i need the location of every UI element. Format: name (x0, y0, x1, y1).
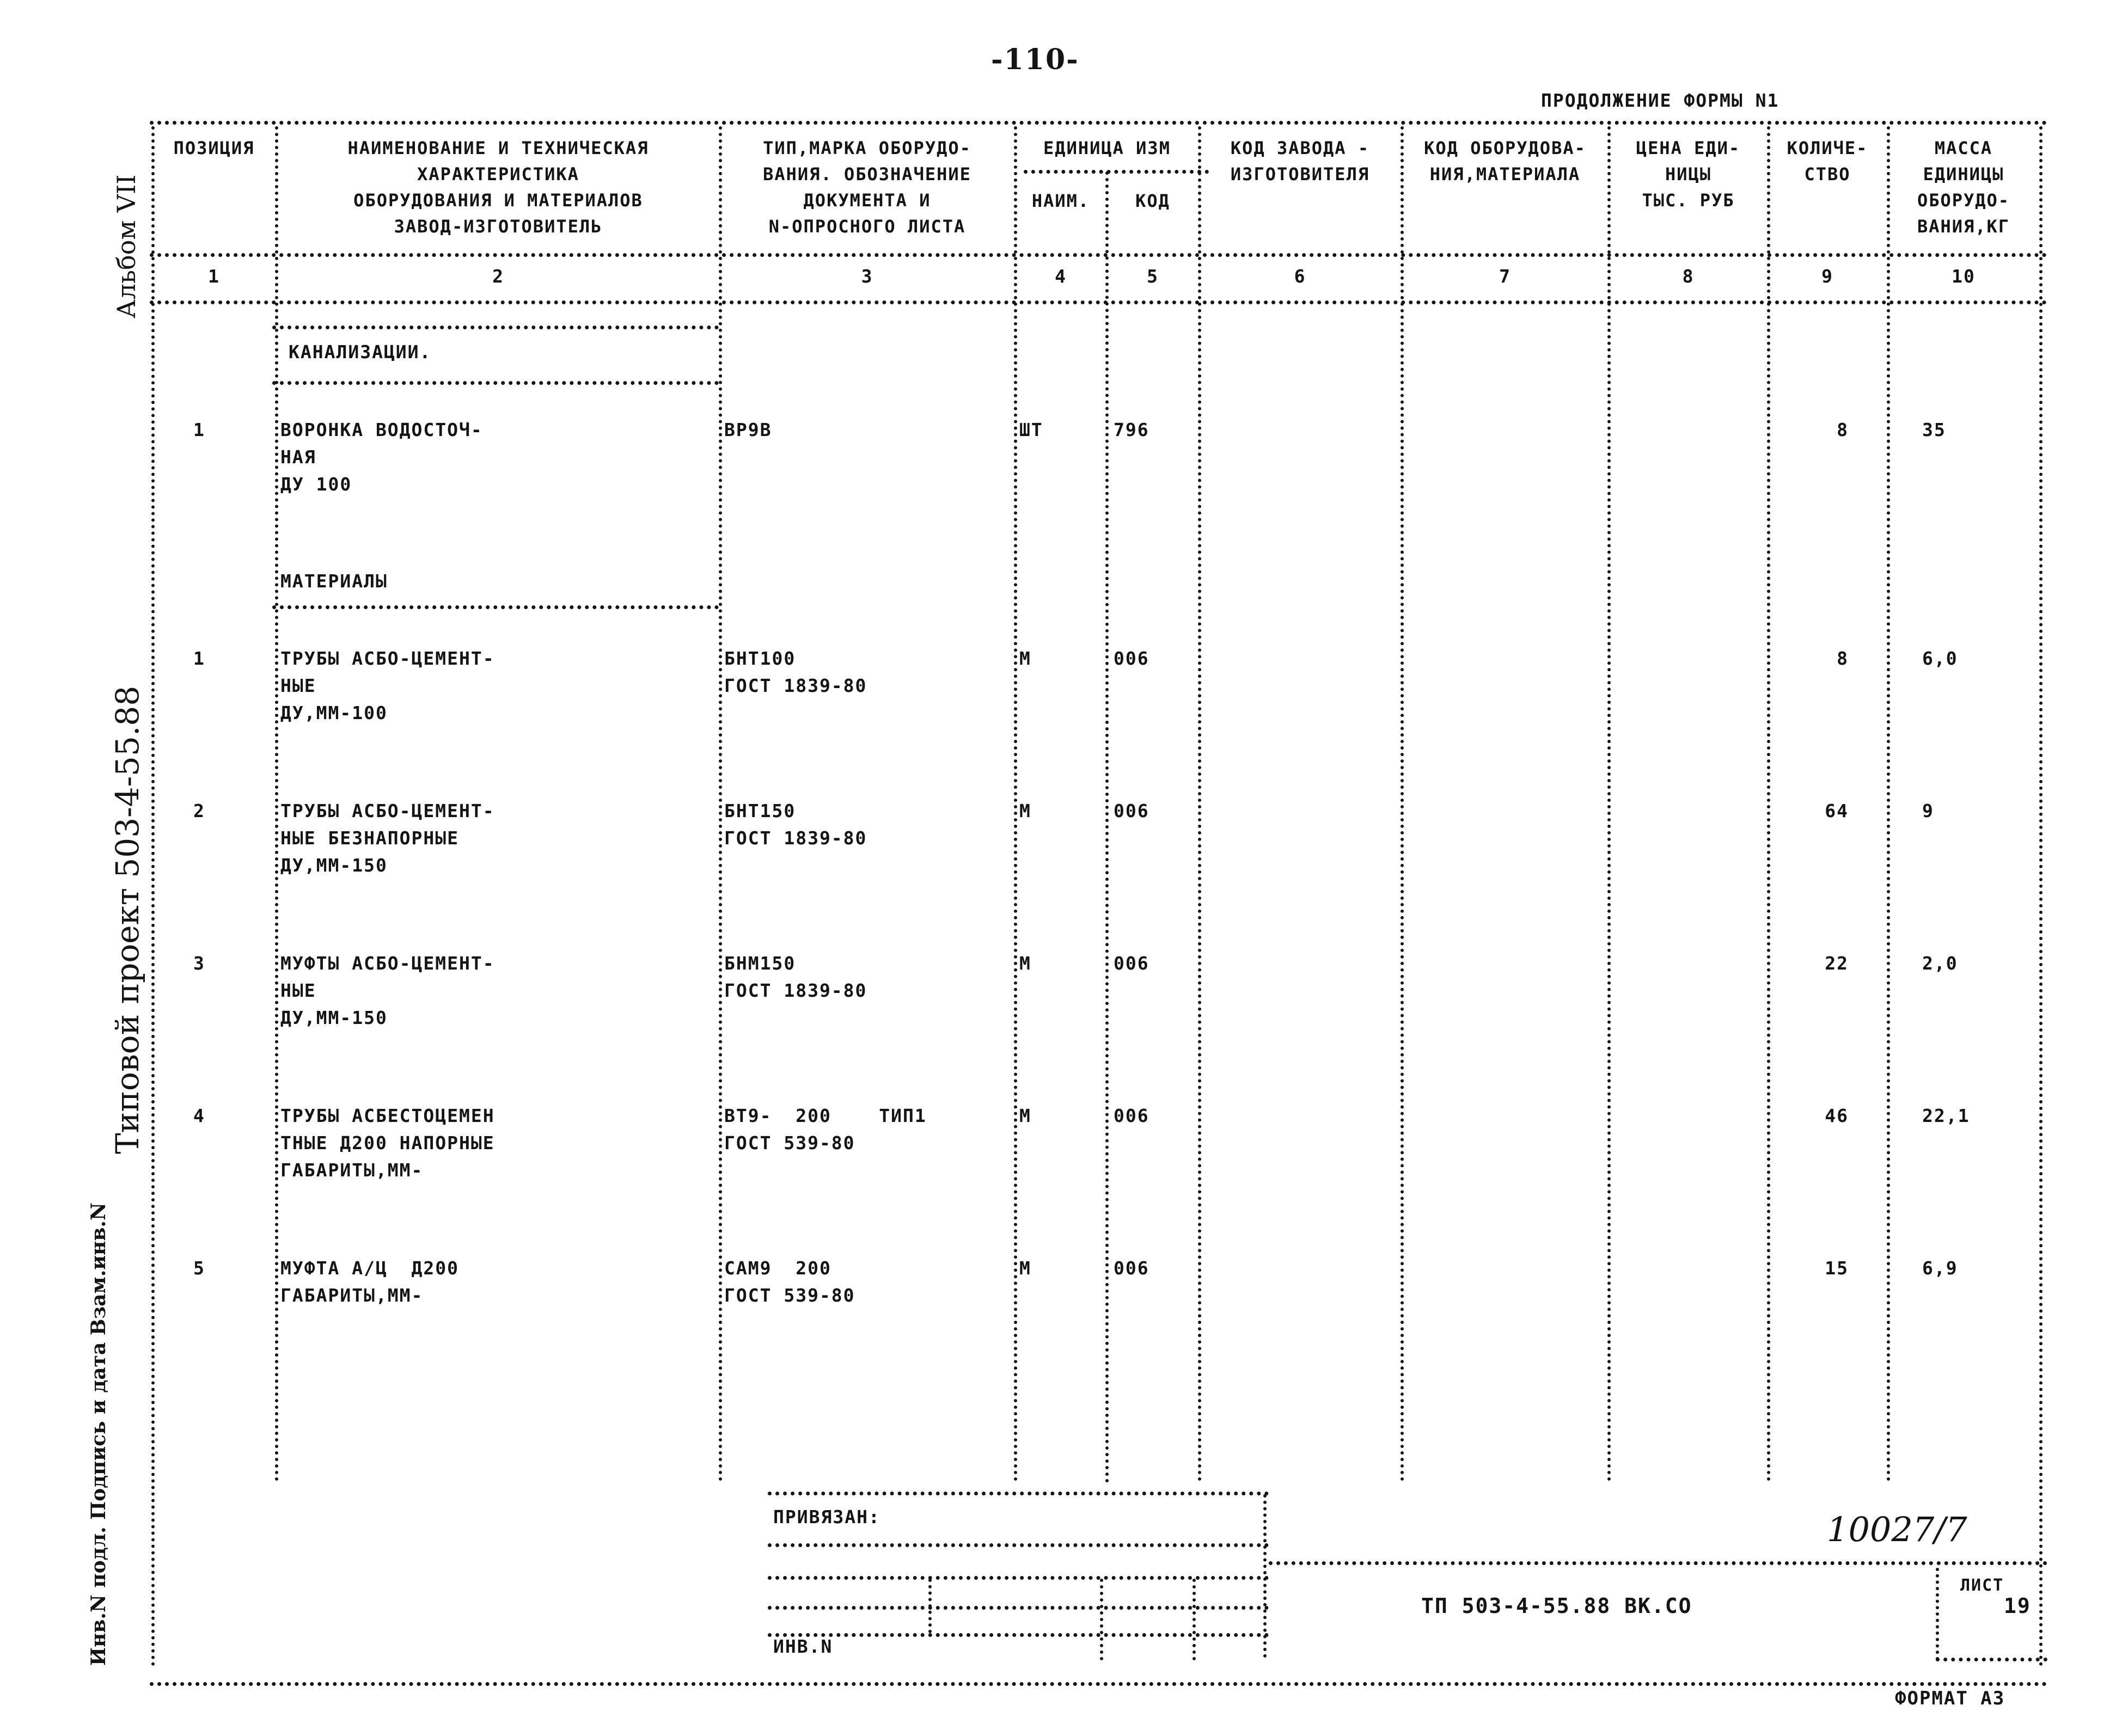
row-position: 1 (193, 648, 205, 669)
row-type-line: ВТ9- 200 ТИП1 (724, 1105, 927, 1126)
row-name (280, 416, 483, 498)
header-line: СТВО (1804, 164, 1851, 185)
form-title: ПРОДОЛЖЕНИЕ ФОРМЫ N1 (1541, 90, 1779, 111)
unit-group-line (1024, 170, 1209, 174)
sheet-label: ЛИСТ (1960, 1576, 2004, 1595)
header-line: ЗАВОД-ИЗГОТОВИТЕЛЬ (394, 216, 603, 237)
row-name-line: ТРУБЫ АСБО-ЦЕМЕНТ- (280, 800, 495, 821)
row-name-line: ДУ,ММ-100 (280, 702, 388, 723)
row-position: 2 (193, 800, 205, 821)
section-materials: МАТЕРИАЛЫ (280, 571, 388, 592)
row-name-line: ВОРОНКА ВОДОСТОЧ- (280, 419, 483, 440)
header-line: КОД ОБОРУДОВА- (1424, 138, 1586, 158)
header-line: МАССА (1934, 138, 1993, 158)
table-top-line (150, 121, 2047, 125)
side-stamp-label: Инв.N подл. Подпись и дата Взам.инв.N (87, 1203, 110, 1666)
row-code: 006 (1114, 1105, 1149, 1126)
header-col-1 (154, 135, 274, 161)
sheet-number: 19 (2004, 1594, 2031, 1618)
row-unit: М (1019, 953, 1031, 974)
header-line: N-ОПРОСНОГО ЛИСТА (768, 216, 966, 237)
stamp-privyazan: ПРИВЯЗАН: (773, 1506, 880, 1528)
row-type-line: ГОСТ 1839-80 (724, 675, 867, 696)
header-col-5 (1109, 188, 1197, 214)
header-line: ХАРАКТЕРИСТИКА (417, 164, 579, 185)
stamp-top-line (768, 1492, 1269, 1495)
row-name-line: НЫЕ БЕЗНАПОРНЫЕ (280, 827, 460, 849)
row-unit: ШТ (1019, 419, 1043, 440)
column-number: 5 (1147, 266, 1159, 287)
col-sep-1 (275, 126, 278, 1482)
header-line: ТЫС. РУБ (1642, 190, 1735, 211)
page-number: -110- (991, 43, 1079, 76)
col-sep-3 (1014, 126, 1017, 1482)
row-position: 3 (193, 953, 205, 974)
header-line: ИЗГОТОВИТЕЛЯ (1230, 164, 1370, 185)
row-name-line: ГАБАРИТЫ,ММ- (280, 1160, 424, 1181)
header-line: НИЯ,МАТЕРИАЛА (1429, 164, 1581, 185)
row-name-line: ТРУБЫ АСБЕСТОЦЕМЕН (280, 1105, 495, 1126)
col-sep-9 (1887, 126, 1890, 1482)
row-mass: 2,0 (1922, 953, 1958, 974)
header-col-10 (1889, 135, 2038, 240)
row-name-line: ТРУБЫ АСБО-ЦЕМЕНТ- (280, 648, 495, 669)
header-line: ОБОРУДОВАНИЯ И МАТЕРИАЛОВ (353, 190, 643, 211)
row-type-line: САМ9 200 (724, 1257, 831, 1279)
handwritten-number: 10027/7 (1827, 1510, 1967, 1549)
row-type-line: БНТ100 (724, 648, 796, 669)
stamp-sep (1263, 1494, 1267, 1658)
row-type-line: ГОСТ 539-80 (724, 1132, 855, 1154)
side-project-label: Типовой проект 503-4-55.88 (109, 685, 146, 1154)
row-unit: М (1019, 1105, 1031, 1126)
row-name-line: НЫЕ (280, 675, 316, 696)
row-unit: М (1019, 648, 1031, 669)
header-line: НИЦЫ (1665, 164, 1712, 185)
header-line: ТИП,МАРКА ОБОРУДО- (763, 138, 971, 158)
row-name (280, 645, 495, 727)
header-col-9 (1770, 135, 1885, 187)
stamp-sep (1193, 1579, 1196, 1660)
row-code: 006 (1114, 953, 1149, 974)
row-type (724, 950, 867, 1004)
stamp-inv: ИНВ.N (773, 1636, 833, 1657)
row-type (724, 798, 867, 852)
row-position: 1 (193, 419, 205, 440)
row-name-line: ГАБАРИТЫ,ММ- (280, 1285, 424, 1306)
header-line: ВАНИЯ. ОБОЗНАЧЕНИЕ (763, 164, 971, 185)
header-col-8 (1611, 135, 1766, 213)
row-name-line: ДУ,ММ-150 (280, 1007, 388, 1028)
header-col-6 (1201, 135, 1399, 187)
column-number: 10 (1952, 266, 1976, 287)
col-sep-left (151, 126, 155, 1667)
column-number: 7 (1499, 266, 1511, 287)
stamp-line (768, 1543, 1269, 1547)
row-type (724, 1255, 855, 1309)
header-bottom-line (150, 253, 2047, 257)
row-position: 5 (193, 1257, 205, 1279)
row-name (280, 1255, 459, 1309)
row-code: 006 (1114, 648, 1149, 669)
col-sep-right (2039, 126, 2042, 1667)
stamp-right-line (1269, 1561, 2047, 1565)
row-code: 006 (1114, 800, 1149, 821)
format-label: ФОРМАТ А3 (1895, 1688, 2005, 1709)
row-mass: 6,9 (1922, 1257, 1958, 1279)
row-name-line: МУФТЫ АСБО-ЦЕМЕНТ- (280, 953, 495, 974)
row-name-line: НЫЕ (280, 980, 316, 1001)
row-type-line: БНТ150 (724, 800, 796, 821)
header-line: ЦЕНА ЕДИ- (1636, 138, 1741, 158)
sheet-box-sep (1936, 1568, 1939, 1660)
row-code: 796 (1114, 419, 1149, 440)
row-quantity: 8 (1837, 648, 1849, 669)
row-mass: 9 (1922, 800, 1934, 821)
colnum-bottom-line (150, 300, 2047, 304)
row-name-line: ДУ 100 (280, 474, 352, 495)
row-type-line: БНМ150 (724, 953, 796, 974)
row-type (724, 645, 867, 700)
row-name (280, 798, 495, 879)
header-line: КОД (1135, 191, 1170, 211)
header-line: ДОКУМЕНТА И (803, 190, 931, 211)
row-name (280, 1102, 495, 1184)
header-col-4 (1017, 188, 1104, 214)
row-name-line: ДУ,ММ-150 (280, 855, 388, 876)
row-mass: 35 (1922, 419, 1946, 440)
col-sep-6 (1401, 126, 1404, 1482)
side-album-label: Альбом VII (112, 174, 141, 318)
row-name-line: МУФТА А/Ц Д200 (280, 1257, 460, 1279)
column-number: 1 (208, 266, 220, 287)
column-number: 4 (1055, 266, 1067, 287)
header-unit-group: ЕДИНИЦА ИЗМ (1043, 138, 1171, 158)
row-type-line: ГОСТ 539-80 (724, 1285, 855, 1306)
header-line: НАИМЕНОВАНИЕ И ТЕХНИЧЕСКАЯ (347, 138, 649, 158)
row-type-line: ГОСТ 1839-80 (724, 980, 867, 1001)
row-unit: М (1019, 1257, 1031, 1279)
stamp-sep (1100, 1579, 1103, 1660)
column-number: 8 (1682, 266, 1695, 287)
row-quantity: 22 (1825, 953, 1849, 974)
document-code: ТП 503-4-55.88 ВК.СО (1421, 1594, 1692, 1618)
col-sep-5 (1198, 126, 1201, 1482)
row-type (724, 1102, 927, 1157)
row-quantity: 64 (1825, 800, 1849, 821)
col-sep-7 (1607, 126, 1611, 1482)
row-quantity: 15 (1825, 1257, 1849, 1279)
header-col-3 (721, 135, 1013, 240)
stamp-sep (928, 1579, 932, 1633)
table-bottom-line (150, 1682, 2047, 1686)
header-line: КОЛИЧЕ- (1787, 138, 1868, 158)
row-name (280, 950, 495, 1032)
row-type-line: ГОСТ 1839-80 (724, 827, 867, 849)
col-sep-8 (1767, 126, 1770, 1482)
header-line: НАИМ. (1031, 191, 1090, 211)
row-code: 006 (1114, 1257, 1149, 1279)
row-name-line: ТНЫЕ Д200 НАПОРНЫЕ (280, 1132, 495, 1154)
row-position: 4 (193, 1105, 205, 1126)
col-sep-2 (719, 126, 722, 1482)
column-number: 2 (492, 266, 504, 287)
col-sep-4 (1105, 171, 1109, 1483)
row-mass: 22,1 (1922, 1105, 1970, 1126)
row-name-line: НАЯ (280, 446, 316, 468)
header-line: ПОЗИЦИЯ (173, 138, 255, 158)
row-quantity: 46 (1825, 1105, 1849, 1126)
section-kanal: КАНАЛИЗАЦИИ. (289, 341, 432, 363)
section-box-line (272, 605, 719, 609)
sheet-box-line (1936, 1658, 2047, 1661)
header-col-2 (278, 135, 719, 240)
header-line: КОД ЗАВОДА - (1230, 138, 1370, 158)
section-box-line (272, 326, 719, 329)
row-type-line: ВР9В (724, 419, 772, 440)
row-quantity: 8 (1837, 419, 1849, 440)
row-unit: М (1019, 800, 1031, 821)
header-line: ВАНИЯ,КГ (1917, 216, 2010, 237)
section-box-line (272, 381, 719, 385)
column-number: 6 (1294, 266, 1306, 287)
header-line: ЕДИНИЦЫ (1923, 164, 2004, 185)
row-mass: 6,0 (1922, 648, 1958, 669)
header-line: ОБОРУДО- (1917, 190, 2010, 211)
row-type (724, 416, 772, 444)
column-number: 9 (1821, 266, 1833, 287)
header-col-7 (1404, 135, 1606, 187)
column-number: 3 (861, 266, 873, 287)
